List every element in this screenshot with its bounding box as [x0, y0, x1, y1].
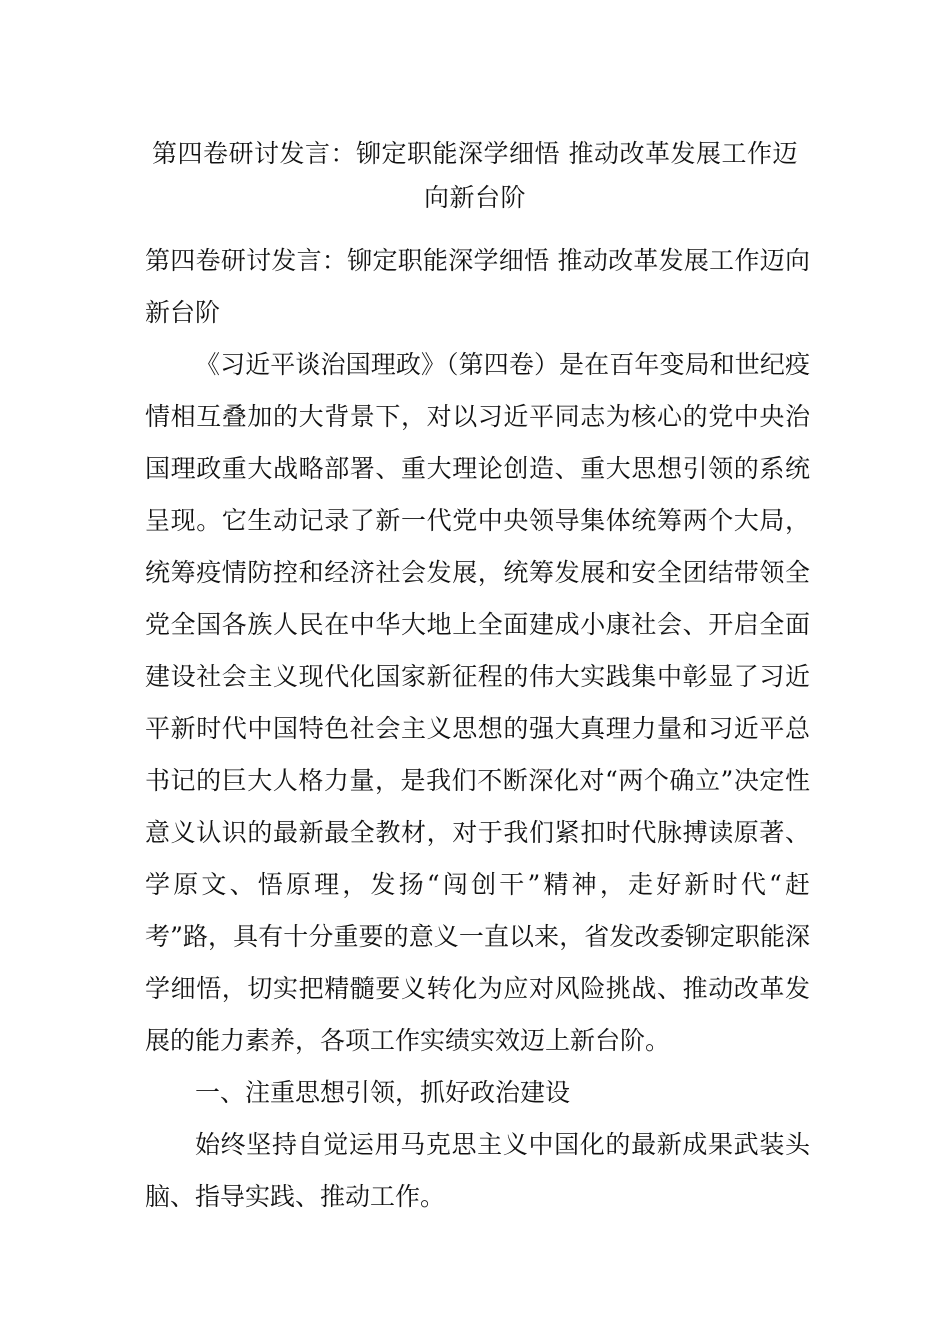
paragraph-intro: 《习近平谈治国理政》（第四卷）是在百年变局和世纪疫情相互叠加的大背景下，对以习近平同志为核心的党中央治国理政重大战略部署、重大理论创造、重大思想引领的系统呈现。它生动记录了新一代党中央领导集体统筹两个大局，统筹疫情防控和经济社会发展，统筹发展和安全团结带领全党全国各族人民在中华大地上全面建成小康社会、开启全面建设社会主义现代化国家新征程的伟大实践集中彰显了习近平新时代中国特色社会主义思想的强大真理力量和习近平总书记的巨大人格力量，是我们不断深化对“两个确立”决定性意义认识的最新最全教材，对于我们紧扣时代脉搏读原著、学原文、悟原理，发扬“闯创干”精神，走好新时代“赶考”路，具有十分重要的意义一直以来，省发改委铆定职能深学细悟，切实把精髓要义转化为应对风险挑战、推动改革发展的能力素养，各项工作实绩实效迈上新台阶。: [145, 350, 810, 1055]
section-heading-1: 一、注重思想引领，抓好政治建设: [195, 1078, 571, 1107]
document-subtitle: 第四卷研讨发言：铆定职能深学细悟 推动改革发展工作迈向新台阶: [145, 246, 810, 327]
paragraph-section-1: 始终坚持自觉运用马克思主义中国化的最新成果武装头脑、指导实践、推动工作。: [145, 1130, 810, 1211]
document-title: 第四卷研讨发言：铆定职能深学细悟 推动改革发展工作迈向新台阶: [152, 139, 798, 212]
document-body: [145, 235, 810, 1223]
